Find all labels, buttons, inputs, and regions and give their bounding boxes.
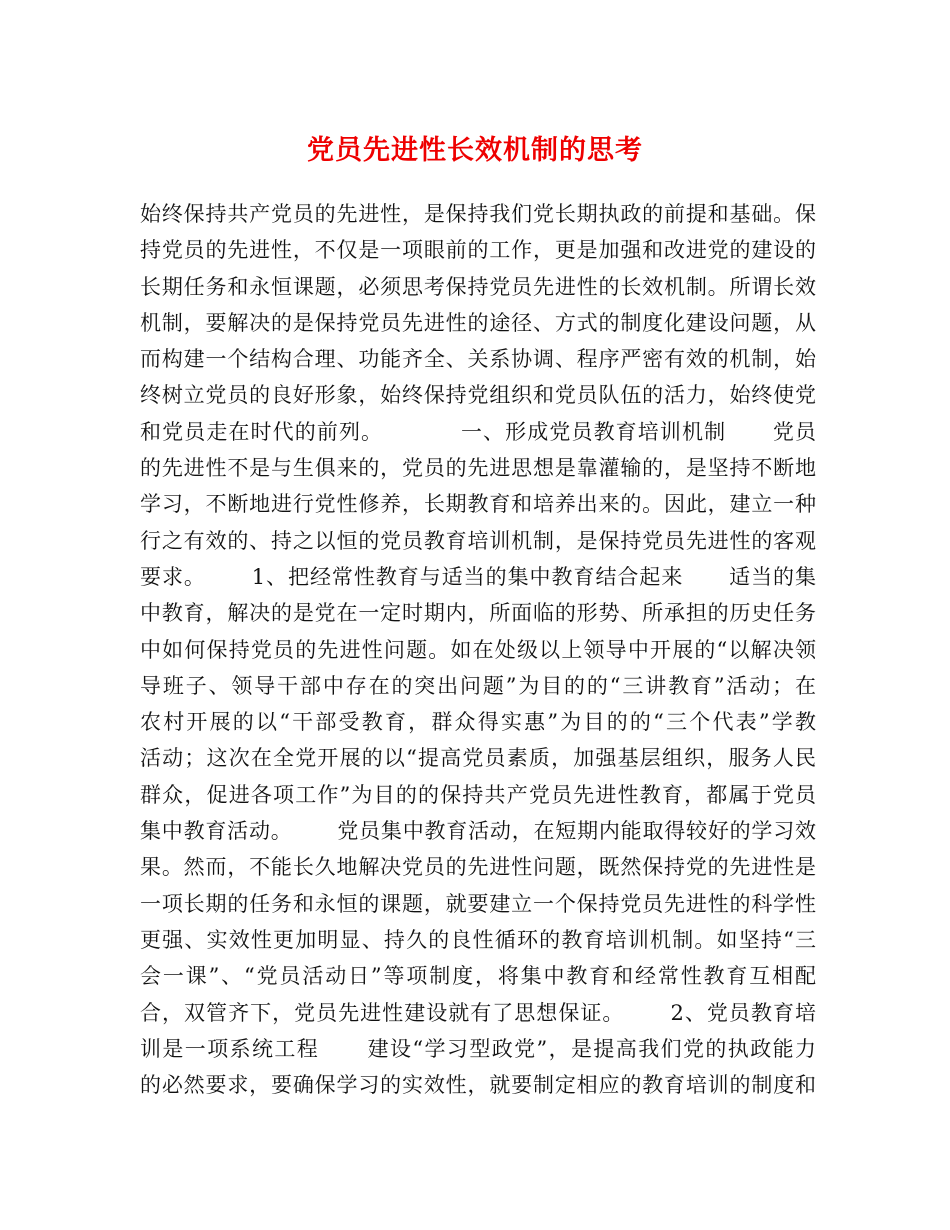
body-line: 中教育，解决的是党在一定时期内，所面临的形势、所承担的历史任务 (140, 601, 816, 626)
body-line: 活动；这次在全党开展的以“提高党员素质，加强基层组织，服务人民 (140, 746, 816, 771)
body-line: 群众，促进各项工作”为目的的保持共产党员先进性教育，都属于党员 (140, 782, 816, 807)
body-line: 中如何保持党员的先进性问题。如在处级以上领导中开展的“以解决领 (140, 637, 816, 662)
body-line: 行之有效的、持之以恒的党员教育培训机制，是保持党员先进性的客观 (140, 528, 816, 553)
body-line: 和党员走在时代的前列。 一、形成党员教育培训机制 党员 (140, 419, 816, 444)
body-line: 农村开展的以“干部受教育，群众得实惠”为目的的“三个代表”学教 (140, 710, 816, 735)
body-line: 机制，要解决的是保持党员先进性的途径、方式的制度化建设问题，从 (140, 310, 816, 335)
body-line: 终树立党员的良好形象，始终保持党组织和党员队伍的活力，始终使党 (140, 383, 816, 408)
body-line: 集中教育活动。 党员集中教育活动，在短期内能取得较好的学习效 (140, 819, 816, 844)
body-line: 长期任务和永恒课题，必须思考保持党员先进性的长效机制。所谓长效 (140, 274, 816, 299)
body-line: 要求。 1、把经常性教育与适当的集中教育结合起来 适当的集 (140, 564, 816, 589)
document-title: 党员先进性长效机制的思考 (307, 135, 643, 166)
body-line: 始终保持共产党员的先进性，是保持我们党长期执政的前提和基础。保 (140, 202, 816, 226)
body-line: 合，双管齐下，党员先进性建设就有了思想保证。 2、党员教育培 (140, 1000, 816, 1025)
body-line: 持党员的先进性，不仅是一项眼前的工作，更是加强和改进党的建设的 (140, 238, 816, 263)
body-line: 果。然而，不能长久地解决党员的先进性问题，既然保持党的先进性是 (140, 855, 816, 880)
body-line: 学习，不断地进行党性修养，长期教育和培养出来的。因此，建立一种 (140, 492, 816, 517)
body-line: 会一课”、“党员活动日”等项制度，将集中教育和经常性教育互相配 (140, 964, 816, 989)
body-line: 的先进性不是与生俱来的，党员的先进思想是靠灌输的，是坚持不断地 (140, 456, 816, 481)
body-line: 更强、实效性更加明显、持久的良性循环的教育培训机制。如坚持“三 (140, 927, 816, 952)
body-line: 一项长期的任务和永恒的课题，就要建立一个保持党员先进性的科学性 (140, 891, 816, 916)
body-line: 导班子、领导干部中存在的突出问题”为目的的“三讲教育”活动；在 (140, 673, 816, 698)
document-body (140, 196, 816, 1103)
body-line: 的必然要求，要确保学习的实效性，就要制定相应的教育培训的制度和 (140, 1073, 816, 1098)
body-line: 训是一项系统工程 建设“学习型政党”，是提高我们党的执政能力 (140, 1036, 816, 1061)
body-line: 而构建一个结构合理、功能齐全、关系协调、程序严密有效的机制，始 (140, 347, 816, 372)
